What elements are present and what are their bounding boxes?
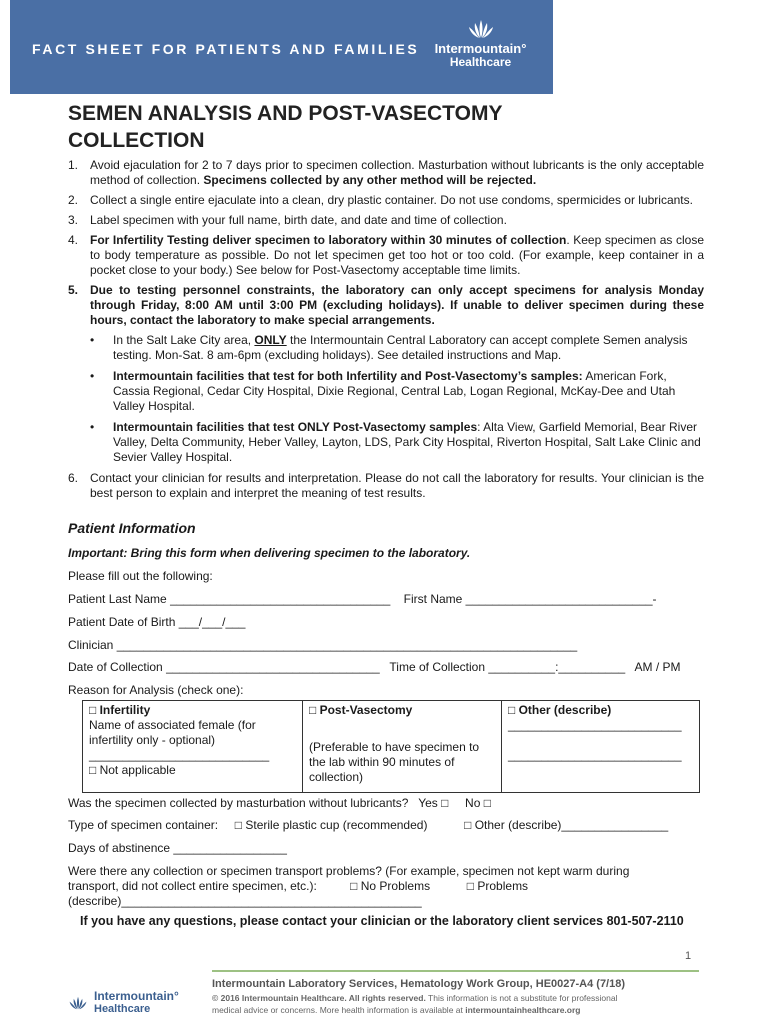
bullet-text: the Intermountain Central Laboratory can accept complete Semen analysis testing. Mon-Sat. 8 am-6pm (excluding holidays). See detailed instructions and Map.	[113, 333, 688, 362]
facility-bullet	[68, 333, 704, 363]
leaf-logo-icon	[461, 18, 501, 40]
problems-checkbox[interactable]: □	[466, 879, 475, 893]
bullet-text: : Alta View, Garfield Memorial, Bear River Valley, Delta Community, Heber Valley, Layton, LDS, Park City Hospital, Riverton Hospital, Salt Lake Clinic and Sevier Valley Hospital.	[113, 420, 701, 464]
item-number: 5.	[68, 283, 79, 297]
container-label: Type of specimen container:	[68, 818, 219, 832]
sterile-cup-option: Sterile plastic cup (recommended)	[245, 818, 428, 832]
item-text: . Keep specimen as close to body temperature as possible. Do not let specimen get too hot or too cold. (For example, keep container in a pocket close to your body.) See below for Post-Vasectomy acceptable time limits.	[90, 233, 705, 277]
item-emphasis: Due to testing personnel constraints, the laboratory can only accept specimens for analysis Monday through Friday, 8:00 AM until 3:00 PM (excluding holidays). If unable to deliver specimen during these hours, contact the laboratory to make special arrangements.	[90, 283, 704, 327]
patient-info-heading: Patient Information	[68, 520, 196, 536]
item-number: 3.	[68, 213, 79, 227]
female-name-field[interactable]: ___________________________	[89, 748, 270, 762]
footer-logo	[64, 988, 194, 1018]
bullet-emphasis: Intermountain facilities that test ONLY Post-Vasectomy samples	[113, 420, 478, 434]
abstinence-row	[68, 841, 287, 856]
last-name-field[interactable]: _________________________________	[170, 592, 391, 606]
dob-label: Patient Date of Birth	[68, 615, 176, 629]
instruction-item	[68, 233, 704, 278]
website-link[interactable]: intermountainhealthcare.org	[465, 1005, 581, 1015]
not-applicable-checkbox[interactable]: □	[89, 763, 97, 777]
problems-describe-field[interactable]: (describe)_____________________________________________	[68, 894, 422, 908]
other-container-option[interactable]: Other (describe)________________	[474, 818, 669, 832]
not-applicable-option: Not applicable	[99, 763, 176, 777]
item-number: 6.	[68, 471, 79, 485]
no-problems-option: No Problems	[360, 879, 431, 893]
dob-row	[68, 615, 245, 630]
contact-note: If you have any questions, please contact your clinician or the laboratory client services 801-507-2110	[80, 914, 684, 928]
post-vasectomy-note: (Preferable to have specimen to the lab within 90 minutes of collection)	[309, 740, 480, 784]
item-text: Avoid ejaculation for 2 to 7 days prior to specimen collection. Masturbation without lubricants is the only acceptable method of collection.	[90, 158, 704, 187]
copyright-notice: © 2016 Intermountain Healthcare. All rights reserved.	[212, 993, 426, 1003]
reason-table	[82, 700, 700, 793]
clinician-row	[68, 638, 577, 653]
problems-question: Were there any collection or specimen transport problems? (For example, specimen not kept warm during	[68, 864, 630, 878]
instruction-item	[68, 213, 704, 228]
other-checkbox[interactable]: □	[508, 703, 516, 717]
masturbation-question: Was the specimen collected by masturbation without lubricants?	[68, 796, 409, 810]
no-checkbox[interactable]: □	[483, 796, 491, 810]
yes-label: Yes	[418, 796, 438, 810]
sterile-cup-checkbox[interactable]: □	[234, 818, 243, 832]
clinician-label: Clinician	[68, 638, 114, 652]
logo-subname: Healthcare	[449, 55, 512, 69]
post-vasectomy-option: Post-Vasectomy	[319, 703, 413, 717]
footer-title: Intermountain Laboratory Services, Hematology Work Group, HE0027-A4 (7/18)	[212, 978, 626, 990]
post-vasectomy-column	[303, 701, 502, 792]
footer-copyright	[212, 992, 642, 1016]
header-banner	[10, 0, 553, 94]
reason-label: Reason for Analysis (check one):	[68, 683, 244, 697]
logo-name: Intermountain°	[434, 41, 527, 56]
problems-question-cont: transport, did not collect entire specimen, etc.):	[68, 879, 317, 893]
time-collection-label: Time of Collection	[389, 660, 486, 674]
footer-logo-subname: Healthcare	[94, 1003, 151, 1015]
other-column	[502, 701, 699, 792]
bullet-text: American Fork, Cassia Regional, Cedar City Hospital, Dixie Regional, Central Lab, Logan Regional, McKay-Dee and Utah Valley Hospital.	[113, 369, 676, 413]
item-emphasis: Specimens collected by any other method will be rejected.	[203, 173, 537, 187]
patient-name-row	[68, 592, 657, 607]
item-text: Label specimen with your full name, birth date, and date and time of collection.	[90, 213, 507, 227]
footer-divider	[212, 970, 699, 972]
time-collection-field[interactable]: __________:__________	[488, 660, 626, 674]
item-number: 2.	[68, 193, 79, 207]
bullet-emphasis: ONLY	[254, 333, 287, 347]
problems-option: Problems	[477, 879, 529, 893]
item-number: 1.	[68, 158, 79, 172]
infertility-option: Infertility	[99, 703, 151, 717]
clinician-field[interactable]: _____________________________________________________________________	[116, 638, 578, 652]
bullet-emphasis: Intermountain facilities that test for both Infertility and Post-Vasectomy’s samples:	[113, 369, 583, 383]
instruction-item	[68, 471, 704, 501]
date-collection-field[interactable]: ________________________________	[166, 660, 380, 674]
fill-prompt: Please fill out the following:	[68, 569, 213, 583]
disclaimer-text: This information is not a substitute for professional medical advice or concerns. More health information is available at	[212, 993, 618, 1015]
instruction-list	[68, 158, 704, 506]
dob-field[interactable]: ___/___/___	[178, 615, 246, 629]
footer-logo-name: Intermountain°	[94, 989, 179, 1003]
leaf-logo-icon	[64, 992, 92, 1014]
page-title	[68, 100, 628, 154]
no-label: No	[465, 796, 481, 810]
title-line-1: SEMEN ANALYSIS AND POST-VASECTOMY	[68, 102, 503, 125]
page-number: 1	[685, 950, 692, 962]
instruction-item	[68, 158, 704, 188]
abstinence-label: Days of abstinence	[68, 841, 171, 855]
intermountain-logo	[418, 18, 543, 74]
first-name-label: First Name	[403, 592, 463, 606]
title-line-2: COLLECTION	[68, 129, 205, 152]
other-container-checkbox[interactable]: □	[464, 818, 472, 832]
instruction-item	[68, 193, 704, 208]
infertility-column	[83, 701, 303, 792]
first-name-field[interactable]: ____________________________-	[465, 592, 657, 606]
item-emphasis: For Infertility Testing deliver specimen to laboratory within 30 minutes of collection	[90, 233, 567, 247]
important-note: Important: Bring this form when delivering specimen to the laboratory.	[68, 546, 471, 560]
banner-title: FACT SHEET FOR PATIENTS AND FAMILIES	[32, 41, 420, 57]
problems-row	[68, 879, 528, 894]
bullet-icon: •	[90, 369, 95, 383]
item-text: Contact your clinician for results and interpretation. Please do not call the laboratory for results. Your clinician is the best person to explain and interpret the meaning of test results.	[90, 471, 704, 500]
collection-time-row	[68, 660, 681, 675]
no-problems-checkbox[interactable]: □	[350, 879, 358, 893]
container-row	[68, 818, 668, 833]
other-describe-field[interactable]: __________________________	[508, 748, 682, 762]
bullet-icon: •	[90, 333, 95, 347]
masturbation-question-row	[68, 796, 491, 811]
other-describe-field[interactable]: __________________________	[508, 718, 682, 732]
bullet-icon: •	[90, 420, 95, 434]
facility-bullet	[68, 420, 704, 465]
date-collection-label: Date of Collection	[68, 660, 163, 674]
facility-bullet	[68, 369, 704, 414]
female-name-label: Name of associated female (for infertility only - optional)	[89, 718, 256, 747]
post-vasectomy-checkbox[interactable]: □	[309, 703, 317, 717]
item-text: Collect a single entire ejaculate into a clean, dry plastic container. Do not use condoms, spermicides or lubricants.	[90, 193, 693, 207]
item-number: 4.	[68, 233, 79, 247]
last-name-label: Patient Last Name	[68, 592, 167, 606]
other-option: Other (describe)	[518, 703, 612, 717]
instruction-item	[68, 283, 704, 328]
abstinence-field[interactable]: _________________	[173, 841, 287, 855]
bullet-text: In the Salt Lake City area,	[113, 333, 255, 347]
yes-checkbox[interactable]: □	[441, 796, 449, 810]
infertility-checkbox[interactable]: □	[89, 703, 97, 717]
am-pm-label: AM / PM	[634, 660, 681, 674]
